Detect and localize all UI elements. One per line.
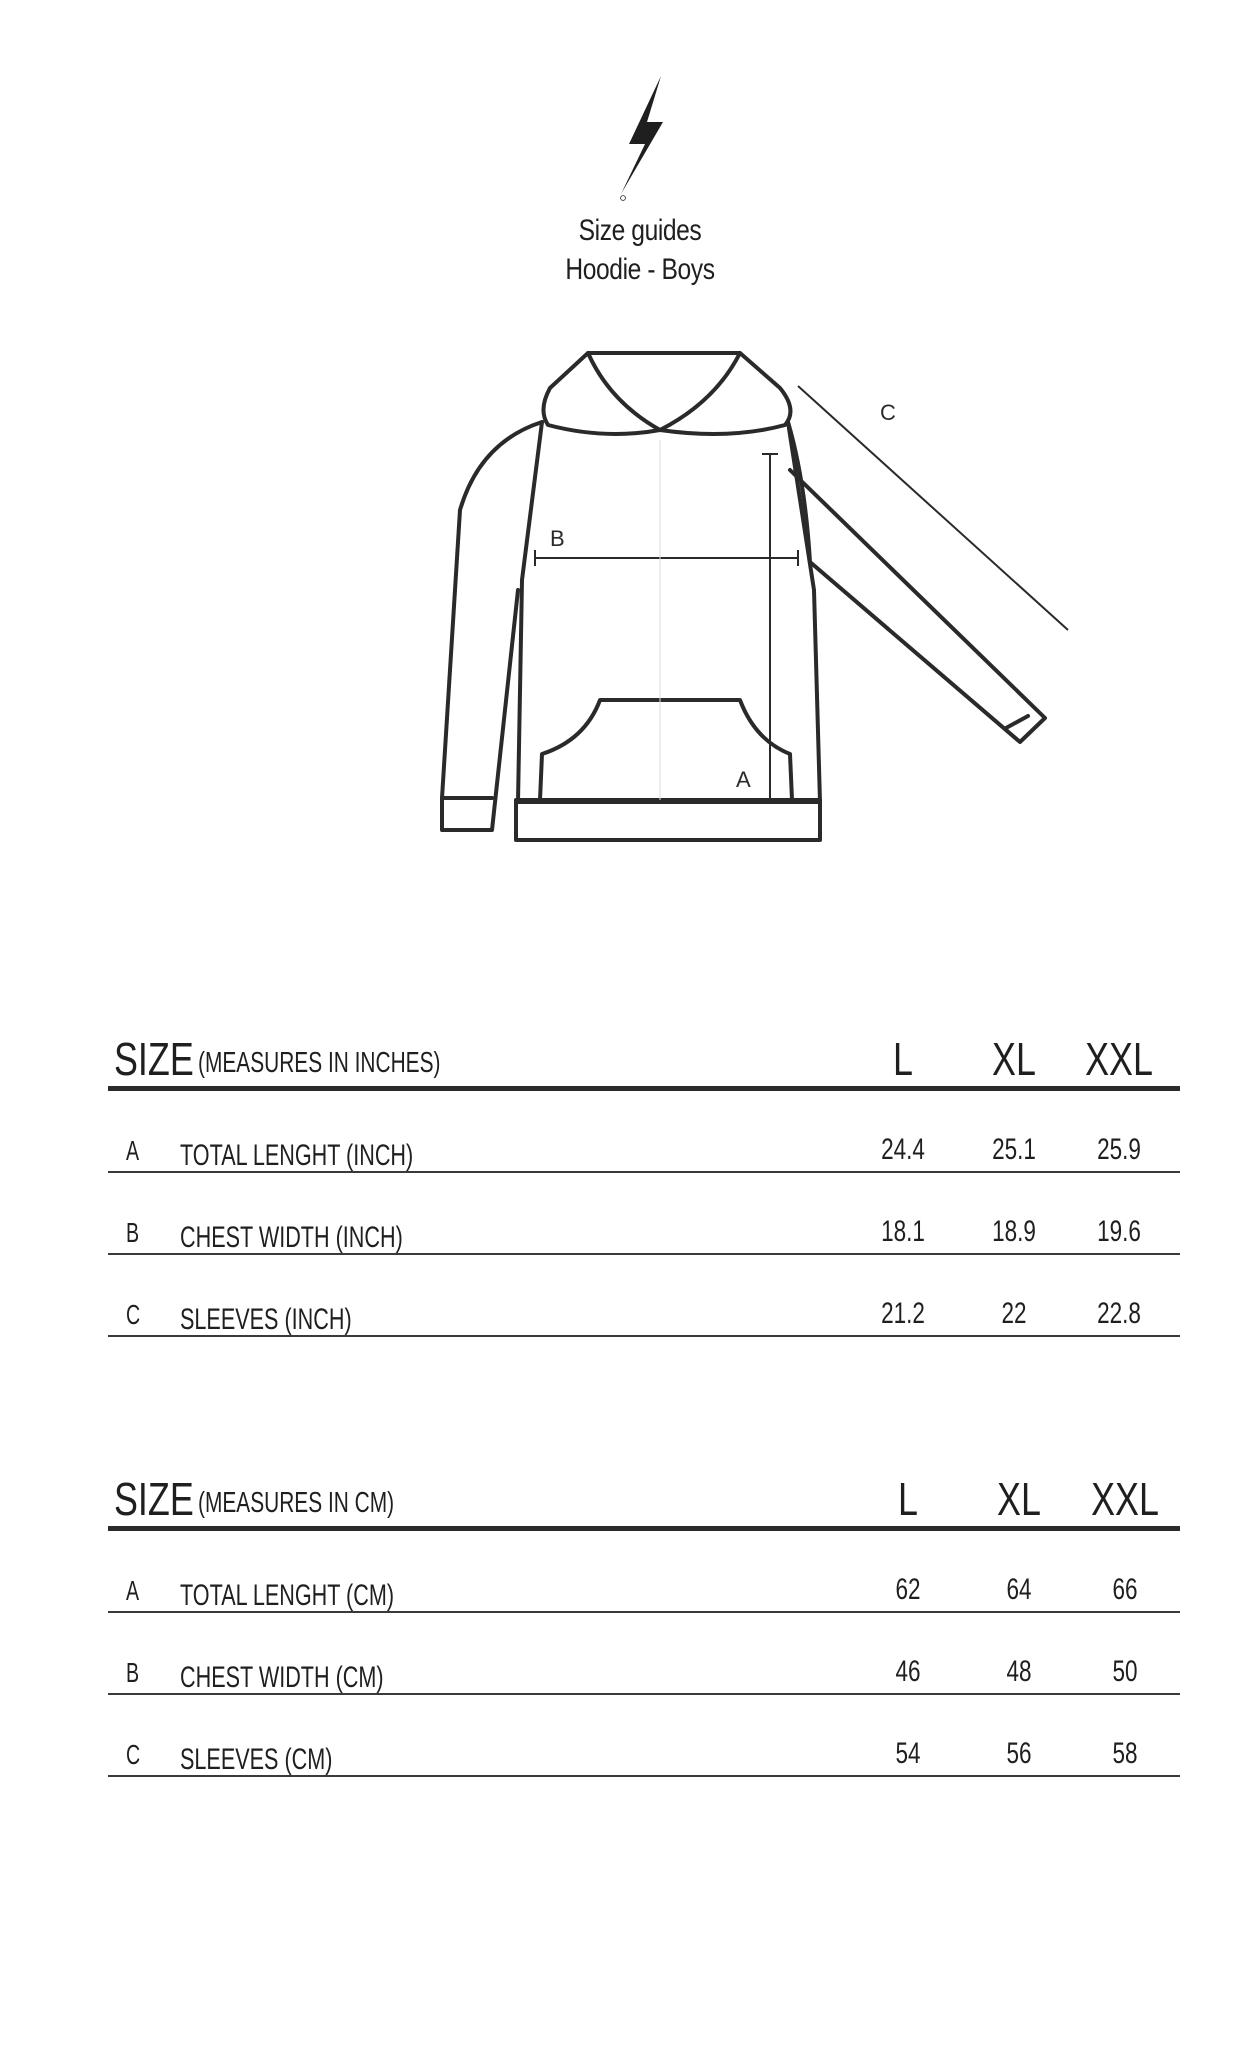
row-letter: A [126,1575,140,1606]
label-c: C [880,400,896,425]
row-letter: C [126,1739,141,1770]
table-row [108,1613,1180,1695]
row-letter: C [126,1299,141,1330]
cell-xl: 56 [1006,1737,1032,1770]
row-letter: B [126,1217,140,1248]
row-label: CHEST WIDTH (CM) [180,1661,384,1694]
table-row [108,1173,1180,1255]
page-title: Size guides [578,214,702,247]
label-b: B [550,526,565,551]
hoodie-diagram [410,330,1100,850]
table-row [108,1531,1180,1613]
column-header-l: L [893,1033,913,1085]
measure-unit-note: (MEASURES IN INCHES) [198,1047,441,1079]
cell-l: 24.4 [881,1133,925,1166]
size-heading: SIZE [114,1473,194,1525]
table-header [108,1020,1180,1091]
table-row [108,1695,1180,1777]
cell-l: 54 [895,1737,921,1770]
cell-xxl: 22.8 [1097,1297,1141,1330]
cell-l: 46 [895,1655,921,1688]
column-header-xxl: XXL [1091,1473,1159,1525]
row-label: TOTAL LENGHT (CM) [180,1579,395,1612]
column-header-l: L [898,1473,918,1525]
row-letter: A [126,1135,140,1166]
cell-xl: 48 [1006,1655,1032,1688]
size-heading: SIZE [114,1033,194,1085]
cell-l: 18.1 [881,1215,925,1248]
inches-size-table [108,1020,1180,1337]
lightning-bolt-icon [615,74,671,202]
cell-xl: 22 [1001,1297,1027,1330]
row-letter: B [126,1657,140,1688]
cm-size-table [108,1460,1180,1777]
row-label: SLEEVES (INCH) [180,1303,352,1336]
row-label: SLEEVES (CM) [180,1743,333,1776]
label-a: A [736,767,751,792]
cell-xxl: 66 [1112,1573,1138,1606]
cell-xxl: 50 [1112,1655,1138,1688]
table-row [108,1091,1180,1173]
cell-xl: 18.9 [992,1215,1036,1248]
cell-xxl: 25.9 [1097,1133,1141,1166]
row-label: TOTAL LENGHT (INCH) [180,1139,414,1172]
column-header-xl: XL [997,1473,1041,1525]
cell-l: 62 [895,1573,921,1606]
cell-xl: 25.1 [992,1133,1036,1166]
cell-xxl: 58 [1112,1737,1138,1770]
column-header-xl: XL [992,1033,1036,1085]
cell-l: 21.2 [881,1297,925,1330]
table-header [108,1460,1180,1531]
row-label: CHEST WIDTH (INCH) [180,1221,403,1254]
column-header-xxl: XXL [1085,1033,1153,1085]
cell-xxl: 19.6 [1097,1215,1141,1248]
measure-unit-note: (MEASURES IN CM) [198,1487,395,1519]
cell-xl: 64 [1006,1573,1032,1606]
page-subtitle: Hoodie - Boys [565,253,715,286]
table-row [108,1255,1180,1337]
